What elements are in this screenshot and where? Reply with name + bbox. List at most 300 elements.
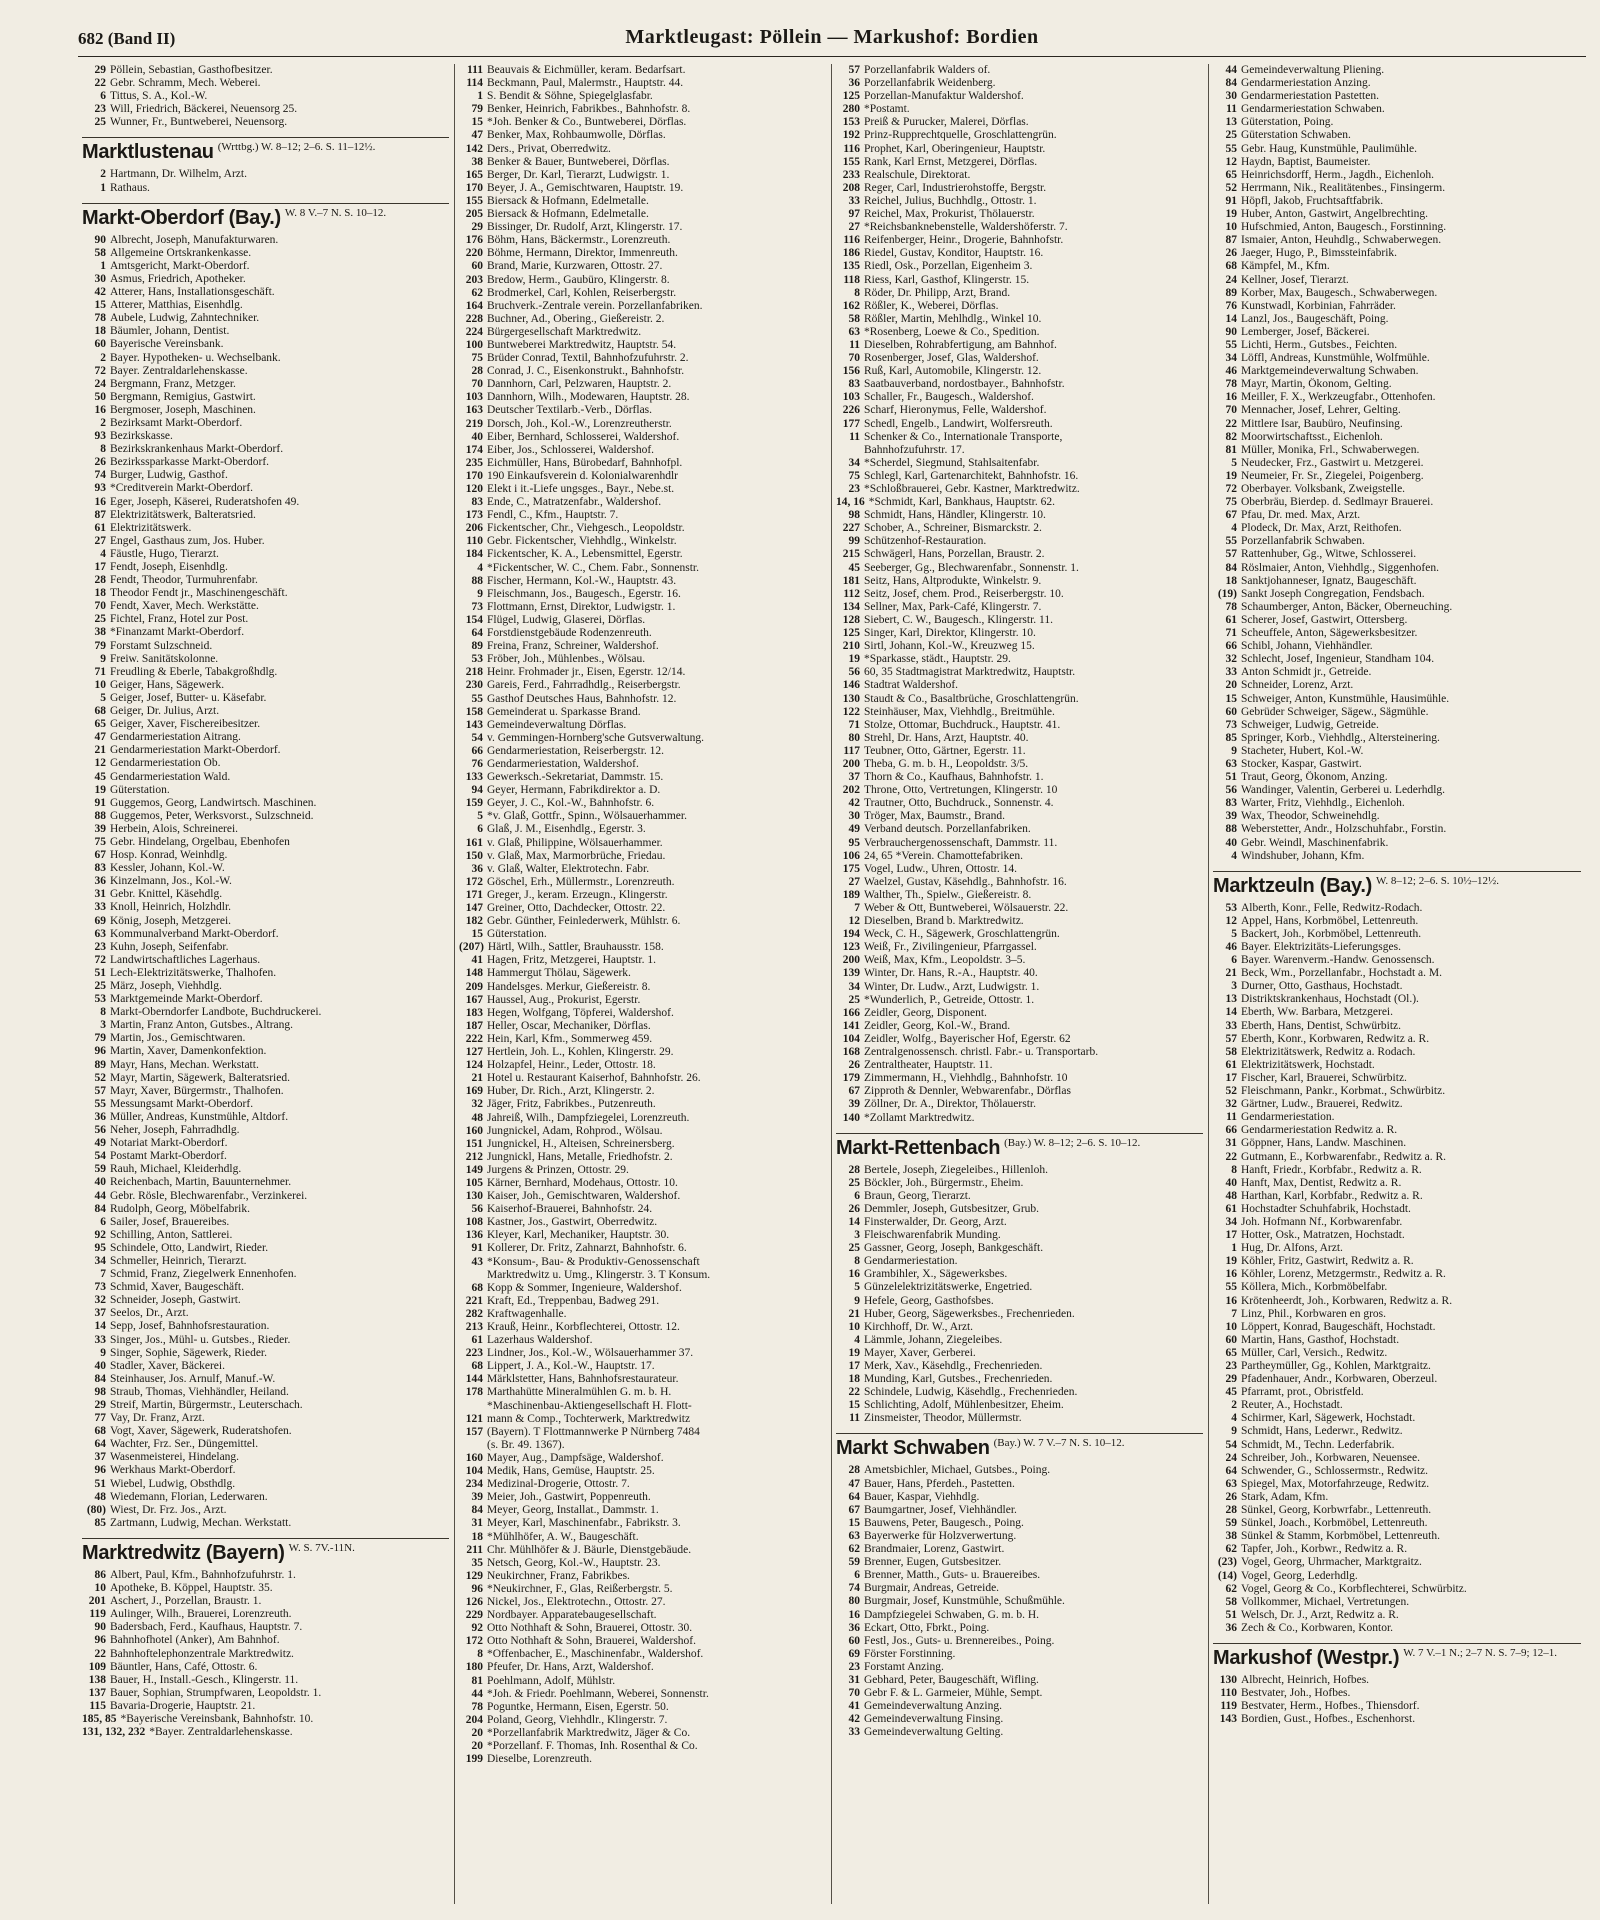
entry-text: Bezirksamt Markt-Oberdorf. <box>110 416 243 429</box>
entry-text: Kirchhoff, Dr. W., Arzt. <box>864 1320 974 1333</box>
phone-number: 89 <box>1225 286 1237 299</box>
phone-number: 1 <box>1231 1242 1237 1255</box>
directory-entry <box>459 850 826 863</box>
entry-text: Heinrichsdorff, Herm., Jagdh., Eichenloh. <box>1241 168 1435 181</box>
phone-number: 40 <box>1225 1176 1237 1189</box>
directory-entry <box>459 575 826 588</box>
phone-number: 68 <box>471 1360 483 1373</box>
directory-entry <box>836 90 1203 103</box>
phone-number: 203 <box>465 273 483 286</box>
directory-entry <box>82 1059 449 1072</box>
phone-number: 55 <box>1225 1281 1237 1294</box>
entry-text: Förster Forstinning. <box>864 1647 956 1660</box>
phone-number: 179 <box>842 1072 860 1085</box>
phone-number: 228 <box>465 312 483 325</box>
entry-text: Apotheke, B. Köppel, Hauptstr. 35. <box>110 1582 273 1595</box>
phone-number: 34 <box>1225 1215 1237 1228</box>
phone-number: 74 <box>94 469 106 482</box>
entry-text: Anton Schmidt jr., Getreide. <box>1241 666 1372 679</box>
phone-number: 155 <box>465 194 483 207</box>
directory-entry <box>82 757 449 770</box>
directory-entry <box>459 1295 826 1308</box>
entry-text: Buchner, Ad., Obering., Gießereistr. 2. <box>487 312 665 325</box>
entry-text: Zeidler, Wolfg., Bayerischer Hof, Egerstr. 62 <box>864 1032 1071 1045</box>
directory-entry <box>836 915 1203 928</box>
phone-number: 103 <box>465 391 483 404</box>
entry-text: Stadtrat Waldershof. <box>864 679 959 692</box>
phone-number: 14 <box>1225 1006 1237 1019</box>
entry-text: Schweiger, Ludwig, Getreide. <box>1241 718 1379 731</box>
entry-text: *Schloßbrauerei, Gebr. Kastner, Marktredwitz. <box>864 483 1080 495</box>
phone-number: 41 <box>848 1700 860 1713</box>
entry-text: Trautner, Otto, Buchdruck., Sonnenstr. 4. <box>864 797 1054 810</box>
phone-number: 44 <box>94 1189 106 1202</box>
phone-number: 209 <box>465 980 483 993</box>
entry-text: Kommunalverband Markt-Oberdorf. <box>110 927 279 940</box>
entry-text: Holzapfel, Heinr., Leder, Ottostr. 18. <box>487 1059 656 1072</box>
directory-entry <box>459 837 826 850</box>
phone-number: 208 <box>842 181 860 194</box>
entry-text: Sirtl, Johann, Kol.-W., Kreuzweg 15. <box>864 640 1035 653</box>
entry-text: Scheuffele, Anton, Sägewerksbesitzer. <box>1241 627 1418 640</box>
entry-text: S. Bendit & Söhne, Spiegelglasfabr. <box>487 90 653 103</box>
directory-entry <box>1213 1268 1581 1281</box>
entry-text: Bordien, Gust., Hofbes., Eschenhorst. <box>1241 1713 1416 1726</box>
entry-text: Plodeck, Dr. Max, Arzt, Reithofen. <box>1241 522 1402 535</box>
directory-entry <box>459 1439 826 1452</box>
page-number: 682 (Band II) <box>78 29 176 48</box>
entry-text: *Offenbacher, E., Maschinenfabr., Waldershof. <box>487 1648 704 1661</box>
entry-text: Asmus, Friedrich, Apotheker. <box>110 272 246 285</box>
phone-number: 14, 16 <box>836 496 865 509</box>
entry-text: Kastner, Jos., Gastwirt, Oberredwitz. <box>487 1216 658 1229</box>
phone-number: 120 <box>465 483 483 495</box>
entry-text: Kessler, Johann, Kol.-W. <box>110 862 225 875</box>
entry-text: Gebr. Günther, Feinlederwerk, Mühlstr. 6. <box>487 915 681 928</box>
directory-entry <box>82 1451 449 1464</box>
entry-text: Stark, Adam, Kfm. <box>1241 1490 1329 1503</box>
entry-text: *Neukirchner, F., Glas, Reißerbergstr. 5. <box>487 1582 673 1595</box>
phone-number: 83 <box>94 862 106 875</box>
phone-number: 22 <box>94 77 106 90</box>
phone-number: 173 <box>465 509 483 522</box>
phone-number: 33 <box>1225 1019 1237 1032</box>
entry-text: Pfau, Dr. med. Max, Arzt. <box>1241 509 1361 522</box>
phone-number: 234 <box>465 1478 483 1491</box>
directory-entry <box>459 1413 826 1426</box>
directory-entry <box>82 522 449 535</box>
directory-entry <box>836 129 1203 142</box>
entry-text: Atterer, Matthias, Eisenhdlg. <box>110 299 243 312</box>
directory-entry <box>459 260 826 273</box>
directory-entry <box>82 1621 449 1634</box>
directory-entry <box>1213 1517 1581 1530</box>
directory-entry <box>459 90 826 103</box>
directory-entry <box>459 1400 826 1413</box>
phone-number: 25 <box>94 116 106 129</box>
phone-number: 109 <box>88 1660 106 1673</box>
phone-number: 65 <box>94 718 106 731</box>
directory-entry <box>459 719 826 732</box>
office-hours: W. 8–12; 2–6. S. 10½–12½. <box>1376 874 1500 887</box>
directory-entry <box>1213 1622 1581 1635</box>
phone-number: 84 <box>94 1372 106 1385</box>
directory-entry <box>836 1726 1203 1739</box>
entry-text: Poland, Georg, Viehhdlr., Klingerstr. 7. <box>487 1713 668 1726</box>
directory-entry <box>836 1190 1203 1203</box>
directory-entry <box>836 745 1203 758</box>
phone-number: (80) <box>86 1503 106 1516</box>
entry-text: Fichtel, Franz, Hotel zur Post. <box>110 613 249 626</box>
directory-entry <box>459 706 826 719</box>
phone-number: 20 <box>1225 679 1237 692</box>
directory-entry <box>459 797 826 810</box>
phone-number: 36 <box>471 862 483 875</box>
phone-number: 128 <box>842 613 860 626</box>
phone-number: 5 <box>854 1281 860 1294</box>
entry-text: Weiß, Max, Kfm., Leopoldstr. 3–5. <box>864 954 1026 967</box>
directory-entry <box>459 1570 826 1583</box>
directory-entry <box>459 1125 826 1138</box>
phone-number: 74 <box>848 1582 860 1595</box>
directory-entry <box>1213 247 1581 260</box>
entry-text: Theodor Fendt jr., Maschinengeschäft. <box>110 587 288 600</box>
entry-text: *Scherdel, Siegmund, Stahlsaitenfabr. <box>864 456 1040 469</box>
entry-text: Braun, Georg, Tierarzt. <box>864 1189 971 1202</box>
entry-text: Günzelelektrizitätswerke, Engetried. <box>864 1281 1033 1294</box>
phone-number: 2 <box>100 416 106 429</box>
entry-text: Ders., Privat, Oberredwitz. <box>487 142 611 155</box>
phone-number: 56 <box>1225 784 1237 797</box>
entry-text: Mayer, Xaver, Gerberei. <box>864 1346 976 1359</box>
phone-number: 80 <box>848 731 860 744</box>
phone-number: 201 <box>88 1595 106 1608</box>
directory-entry <box>82 391 449 404</box>
entry-text: Elektrizitätswerk, Hochstadt. <box>1241 1058 1375 1071</box>
entry-text: Demmler, Joseph, Gutsbesitzer, Grub. <box>864 1202 1040 1215</box>
entry-text: Benker, Max, Rohbaumwolle, Dörflas. <box>487 129 666 142</box>
directory-entry <box>1213 1164 1581 1177</box>
directory-entry <box>836 1046 1203 1059</box>
phone-number: 108 <box>465 1216 483 1229</box>
directory-entry <box>836 1112 1203 1125</box>
directory-entry <box>836 1203 1203 1216</box>
entry-text: Geiger, Xaver, Fischereibesitzer. <box>110 718 261 731</box>
entry-text: Schmidt, Hans, Lederwr., Redwitz. <box>1241 1425 1403 1438</box>
entry-text: Mayr, Martin, Ökonom, Gelting. <box>1241 378 1392 391</box>
directory-entry <box>1213 548 1581 561</box>
phone-number: 143 <box>465 718 483 731</box>
phone-number: 62 <box>1225 1582 1237 1595</box>
phone-number: 49 <box>94 1137 106 1150</box>
directory-entry <box>82 1464 449 1477</box>
directory-entry <box>836 1661 1203 1674</box>
entry-text: Linz, Phil., Korbwaren en gros. <box>1241 1307 1386 1320</box>
phone-number: (207) <box>459 941 484 954</box>
entry-text: Porzellan-Manufaktur Waldershof. <box>864 90 1024 103</box>
entry-text: Böckler, Joh., Bürgermstr., Eheim. <box>864 1176 1024 1189</box>
phone-number: 213 <box>465 1321 483 1333</box>
directory-entry <box>1213 1530 1581 1543</box>
entry-text: Reifenberger, Heinr., Drogerie, Bahnhofstr. <box>864 234 1064 247</box>
phone-number: 9 <box>854 1294 860 1307</box>
directory-entry <box>82 273 449 286</box>
directory-entry <box>1213 693 1581 706</box>
phone-number: 70 <box>471 378 483 391</box>
entry-text: Kleyer, Karl, Mechaniker, Hauptstr. 30. <box>487 1229 670 1242</box>
directory-entry <box>836 404 1203 417</box>
phone-number: 22 <box>1225 1150 1237 1163</box>
directory-entry <box>459 1020 826 1033</box>
entry-text: Gebr. Haug, Kunstmühle, Paulimühle. <box>1241 142 1417 155</box>
directory-entry <box>82 744 449 757</box>
phone-number: 51 <box>94 1477 106 1490</box>
directory-entry <box>459 1216 826 1229</box>
directory-page <box>78 24 1586 1904</box>
entry-text: Zimmermann, H., Viehhdlg., Bahnhofstr. 10 <box>864 1072 1068 1085</box>
entry-text: Hochstadter Schuhfabrik, Hochstadt. <box>1241 1202 1411 1215</box>
entry-text: Bezirkskasse. <box>110 430 173 443</box>
entry-text: Müller, Carl, Versich., Redwitz. <box>1241 1346 1388 1359</box>
directory-entry <box>459 1347 826 1360</box>
directory-entry <box>82 1674 449 1687</box>
entry-text: Burger, Ludwig, Gasthof. <box>110 469 228 482</box>
directory-entry <box>459 1177 826 1190</box>
directory-entry <box>836 535 1203 548</box>
phone-number: 27 <box>848 875 860 888</box>
phone-number: 48 <box>471 1111 483 1124</box>
directory-entry <box>459 1164 826 1177</box>
entry-text: Kaiser, Joh., Gemischtwaren, Waldershof. <box>487 1190 681 1203</box>
phone-number: 36 <box>848 77 860 90</box>
directory-entry <box>1213 326 1581 339</box>
directory-entry <box>459 143 826 156</box>
entry-text: Röslmaier, Anton, Viehhdlg., Siggenhofen. <box>1241 561 1439 574</box>
entry-text: Göppner, Hans, Landw. Maschinen. <box>1241 1137 1407 1150</box>
directory-entry <box>1213 771 1581 784</box>
entry-text: Burgmair, Andreas, Getreide. <box>864 1582 1000 1595</box>
place-name: Markt-Oberdorf (Bay.) <box>82 206 281 229</box>
entry-text: Seitz, Josef, chem. Prod., Reiserbergstr. 10. <box>864 587 1064 600</box>
entry-text: Moorwirtschaftsst., Eichenloh. <box>1241 430 1383 443</box>
column-3 <box>832 64 1209 1904</box>
directory-entry <box>82 1360 449 1373</box>
entry-text: Zech & Co., Korbwaren, Kontor. <box>1241 1621 1394 1634</box>
entry-text: Reger, Carl, Industrierohstoffe, Bergstr. <box>864 181 1047 194</box>
phone-number: 12 <box>848 915 860 928</box>
directory-entry <box>836 1713 1203 1726</box>
phone-number: 64 <box>94 1438 106 1451</box>
phone-number: 53 <box>471 653 483 666</box>
entry-text: Messungsamt Markt-Oberdorf. <box>110 1097 254 1110</box>
entry-text: Gasthof Deutsches Haus, Bahnhofstr. 12. <box>487 692 677 705</box>
directory-entry <box>459 1386 826 1399</box>
entry-text: Bauer, Kaspar, Viehhdlg. <box>864 1490 980 1503</box>
phone-number: 9 <box>100 652 106 665</box>
phone-number: 86 <box>94 1568 106 1581</box>
phone-number: 63 <box>1225 1477 1237 1490</box>
phone-number: 55 <box>1225 338 1237 351</box>
phone-number: 118 <box>843 273 860 286</box>
phone-number: 194 <box>842 928 860 941</box>
phone-number: 38 <box>94 626 106 639</box>
entry-text: Bayerwerke für Holzverwertung. <box>864 1529 1017 1542</box>
entry-text: Ende, C., Matratzenfabr., Waldershof. <box>487 496 662 509</box>
phone-number: 42 <box>848 797 860 810</box>
directory-entry <box>836 234 1203 247</box>
directory-entry <box>1213 1020 1581 1033</box>
phone-number: 62 <box>848 1543 860 1556</box>
phone-number: 32 <box>94 1294 106 1307</box>
directory-entry <box>82 1176 449 1189</box>
entry-text: Dorsch, Joh., Kol.-W., Lorenzreutherstr. <box>487 417 672 430</box>
entry-text: Ametsbichler, Michael, Gutsbes., Poing. <box>864 1464 1051 1477</box>
phone-number: 92 <box>94 1228 106 1241</box>
entry-text: Heinr. Frohmader jr., Eisen, Egerstr. 12/14. <box>487 666 686 679</box>
directory-entry <box>82 1320 449 1333</box>
entry-text: 24, 65 *Verein. Chamottefabriken. <box>864 849 1024 862</box>
phone-number: 90 <box>94 233 106 246</box>
entry-text: Härtl, Wilh., Sattler, Brauhausstr. 158. <box>487 941 664 954</box>
directory-entry <box>459 1007 826 1020</box>
phone-number: 6 <box>1231 954 1237 967</box>
entry-text: Bauer, H., Install.-Gesch., Klingerstr. 11. <box>110 1673 299 1686</box>
entry-text: Dannhorn, Carl, Pelzwaren, Hauptstr. 2. <box>487 378 672 391</box>
phone-number: 5 <box>100 691 106 704</box>
entry-text: Werkhaus Markt-Oberdorf. <box>110 1464 236 1477</box>
directory-entry <box>459 234 826 247</box>
directory-entry <box>836 666 1203 679</box>
entry-text: Schwender, G., Schlossermstr., Redwitz. <box>1241 1464 1429 1477</box>
directory-entry <box>836 797 1203 810</box>
entry-text: Handelsges. Merkur, Gießereistr. 8. <box>487 980 651 993</box>
phone-number: 149 <box>465 1163 483 1176</box>
directory-entry <box>459 1714 826 1727</box>
entry-text: Gendarmeriestation. <box>1241 1111 1335 1124</box>
directory-entry <box>1213 1334 1581 1347</box>
phone-number: 60 <box>1225 705 1237 718</box>
entry-text: Jungnickl, Hans, Metalle, Friedhofstr. 2. <box>487 1150 673 1163</box>
entry-text: Gendarmeriestation Schwaben. <box>1241 103 1385 116</box>
directory-entry <box>459 1675 826 1688</box>
entry-text: Nordbayer. Apparatebaugesellschaft. <box>487 1609 657 1622</box>
directory-entry <box>836 274 1203 287</box>
directory-entry <box>82 1399 449 1412</box>
directory-entry <box>1213 562 1581 575</box>
entry-text: Sepp, Josef, Bahnhofsrestauration. <box>110 1320 270 1333</box>
phone-number: 131, 132, 232 <box>82 1726 146 1739</box>
entry-text: Meyer, Karl, Maschinenfabr., Fabrikstr. 3. <box>487 1517 681 1530</box>
directory-entry <box>1213 378 1581 391</box>
entry-text: Marthahütte Mineralmühlen G. m. b. H. <box>487 1386 672 1399</box>
directory-entry <box>1213 1085 1581 1098</box>
entry-text: Zentralgenossensch. christl. Fabr.- u. Transportarb. <box>864 1046 1099 1059</box>
phone-number: 221 <box>465 1294 483 1307</box>
directory-entry <box>82 941 449 954</box>
directory-entry <box>459 1740 826 1753</box>
directory-entry <box>836 1504 1203 1517</box>
entry-text: Staudt & Co., Basaltbrüche, Groschlattengrün. <box>864 692 1079 705</box>
directory-entry <box>1213 1177 1581 1190</box>
phone-number: 19 <box>1225 208 1237 221</box>
directory-entry <box>459 77 826 90</box>
directory-entry <box>82 482 449 495</box>
directory-entry <box>836 1530 1203 1543</box>
directory-entry <box>1213 1006 1581 1019</box>
entry-text: Albrecht, Heinrich, Hofbes. <box>1241 1673 1370 1686</box>
phone-number: 36 <box>94 875 106 888</box>
entry-text: Guggemos, Peter, Werksvorst., Sulzschneid. <box>110 809 314 822</box>
entry-text: Backert, Joh., Korbmöbel, Lettenreuth. <box>1241 927 1422 940</box>
entry-text: Dampfziegelei Schwaben, G. m. b. H. <box>864 1608 1040 1621</box>
directory-entry <box>459 1504 826 1517</box>
phone-number: 67 <box>848 1085 860 1098</box>
phone-number: 172 <box>465 875 483 888</box>
directory-entry <box>459 103 826 116</box>
phone-number: 147 <box>465 902 483 914</box>
phone-number: 25 <box>1225 129 1237 142</box>
entry-text: Singer, Jos., Mühl- u. Gutsbes., Rieder. <box>110 1333 291 1346</box>
directory-entry <box>459 1282 826 1295</box>
place-heading <box>82 137 449 164</box>
directory-entry <box>1213 195 1581 208</box>
phone-number: 41 <box>471 954 483 967</box>
phone-number: 46 <box>1225 941 1237 953</box>
phone-number: 58 <box>848 312 860 325</box>
directory-entry <box>1213 1700 1581 1713</box>
entry-text: Schmid, Xaver, Baugeschäft. <box>110 1281 244 1294</box>
phone-number: 73 <box>94 1281 106 1294</box>
directory-entry <box>836 1360 1203 1373</box>
directory-entry <box>836 548 1203 561</box>
phone-number: 219 <box>465 417 483 430</box>
directory-entry <box>82 1045 449 1058</box>
phone-number: 76 <box>1225 299 1237 312</box>
directory-entry <box>459 64 826 77</box>
phone-number: 39 <box>471 1491 483 1504</box>
entry-text: Gendarmeriestation Ob. <box>110 757 221 770</box>
directory-entry <box>836 1059 1203 1072</box>
entry-text: Vogel, Georg & Co., Korbflechterei, Schwürbitz. <box>1241 1582 1467 1595</box>
directory-entry <box>82 182 449 195</box>
directory-entry <box>836 287 1203 300</box>
directory-entry <box>82 705 449 718</box>
entry-text: Bruchverk.-Zentrale verein. Porzellanfabriken. <box>487 299 703 312</box>
place-heading <box>836 1133 1203 1160</box>
directory-entry <box>1213 810 1581 823</box>
office-hours: (Wrttbg.) W. 8–12; 2–6. S. 11–12½. <box>217 141 376 154</box>
entry-text: Flottmann, Ernst, Direktor, Ludwigstr. 1. <box>487 600 676 613</box>
phone-number: 142 <box>465 142 483 155</box>
directory-entry <box>459 1072 826 1085</box>
directory-entry <box>1213 1321 1581 1334</box>
directory-entry <box>459 666 826 679</box>
directory-entry <box>836 1177 1203 1190</box>
directory-entry <box>459 1059 826 1072</box>
directory-entry <box>82 836 449 849</box>
directory-entry <box>82 1569 449 1582</box>
place-name: Markt Schwaben <box>836 1437 990 1460</box>
entry-text: Gebhard, Peter, Baugeschäft, Wifling. <box>864 1673 1039 1686</box>
phone-number: 16 <box>94 495 106 508</box>
directory-entry <box>459 994 826 1007</box>
phone-number: 58 <box>1225 1595 1237 1608</box>
directory-entry <box>459 941 826 954</box>
entry-text: Bezirkssparkasse Markt-Oberdorf. <box>110 456 270 469</box>
phone-number: 63 <box>1225 757 1237 770</box>
phone-number: 8 <box>100 1006 106 1019</box>
entry-text: Geyer, Hermann, Fabrikdirektor a. D. <box>487 784 661 797</box>
